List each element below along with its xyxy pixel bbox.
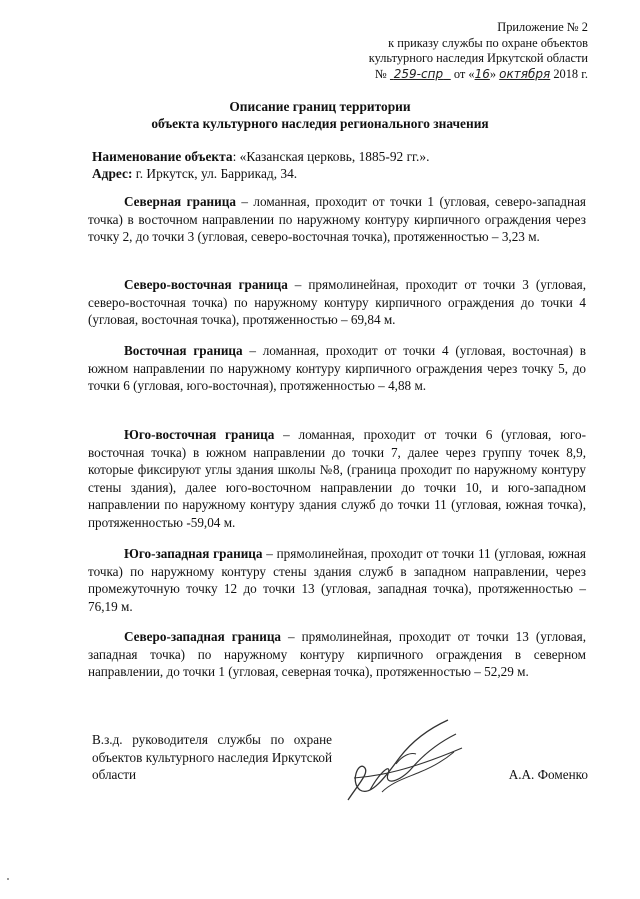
order-year: 2018 г. <box>553 66 588 81</box>
boundary-heading: Северо-западная граница <box>124 629 282 644</box>
order-prefix: № <box>375 66 387 81</box>
boundary-southwest <box>88 545 586 615</box>
object-name-value: : «Казанская церковь, 1885-92 гг.». <box>232 149 430 164</box>
order-mid: » <box>489 66 497 81</box>
object-name <box>92 148 429 165</box>
handwritten-signature <box>330 712 470 812</box>
title-line-2: объекта культурного наследия регионального значения <box>151 116 489 131</box>
object-info <box>92 148 429 182</box>
order-from: от « <box>453 66 475 81</box>
appendix-line-3: культурного наследия Иркутской области <box>368 51 588 65</box>
boundary-text: – прямолинейная, проходит от точки 11 (угловая, южная точка) по наружному контуру стены здания служб в западном направлении, через промежуточную точку 12 до точки 13 (угловая, западная точка), протяженностью – 76,19 м. <box>88 546 586 614</box>
object-address-label: Адрес: <box>92 166 133 181</box>
signatory-name: А.А. Фоменко <box>508 767 588 782</box>
boundary-heading: Северная граница <box>124 194 236 209</box>
boundary-heading: Юго-восточная граница <box>124 427 275 442</box>
boundary-heading: Юго-западная граница <box>124 546 263 561</box>
boundary-east <box>88 342 586 395</box>
object-address <box>92 165 429 182</box>
object-address-value: г. Иркутск, ул. Баррикад, 34. <box>132 166 298 181</box>
order-month: октября <box>499 66 551 81</box>
signatory-position: В.з.д. руководителя службы по охране объектов культурного наследия Иркутской области <box>92 732 332 782</box>
object-name-label: Наименование объекта <box>92 149 233 164</box>
document-title <box>0 98 640 132</box>
boundary-northwest <box>88 628 586 681</box>
boundary-text: – ломанная, проходит от точки 6 (угловая, юго-восточная точка) в южном направлении до точки 7, далее через группу точек 8,9, которые фиксируют углы здания школы №8, (граница проходит по наружному контуру стены здания), далее юго-восточном направлении до точки 10, и юго-западном направлении по наружному контуру здания служб до точки 11 (угловая, южная точка), протяженностью -59,04 м. <box>88 427 586 530</box>
boundary-heading: Восточная граница <box>124 343 243 358</box>
boundary-southeast <box>88 426 586 531</box>
appendix-line-2: к приказу службы по охране объектов <box>388 35 588 50</box>
boundary-text: – прямолинейная, проходит от точки 3 (угловая, северо-восточная точка) по наружному контуру кирпичного ограждения до точки 4 (угловая, восточная точка), протяженностью – 69,84 м. <box>88 277 586 327</box>
boundary-text: – ломанная, проходит от точки 4 (угловая, восточная) в южном направлении по наружному контуру кирпичного ограждения через точку 5, до точки 6 (угловая, юго-восточная), протяженностью – 4,88 м. <box>88 343 586 393</box>
boundary-northeast <box>88 276 586 329</box>
appendix-line-1: Приложение № 2 <box>497 20 588 34</box>
order-reference <box>369 67 588 83</box>
boundary-text: – прямолинейная, проходит от точки 13 (угловая, западная точка) по наружному контуру кирпичного ограждения в северном направлении, до точки 1 (угловая, северная точка), протяженностью – 52,29 м. <box>88 629 587 679</box>
boundary-heading: Северо-восточная граница <box>124 277 288 292</box>
order-day: 16 <box>474 66 490 81</box>
scan-speck <box>7 878 9 880</box>
appendix-header <box>369 20 588 82</box>
boundary-north <box>88 193 586 246</box>
title-line-1: Описание границ территории <box>229 99 411 114</box>
boundary-text: – ломанная, проходит от точки 1 (угловая, северо-западная точка) в восточном направлении по наружному контуру кирпичного ограждения через точку 2, до точки 3 (угловая, северо-восточная точка), протяженностью – 3,23 м. <box>88 194 586 244</box>
order-number: 259-спр <box>393 66 444 81</box>
